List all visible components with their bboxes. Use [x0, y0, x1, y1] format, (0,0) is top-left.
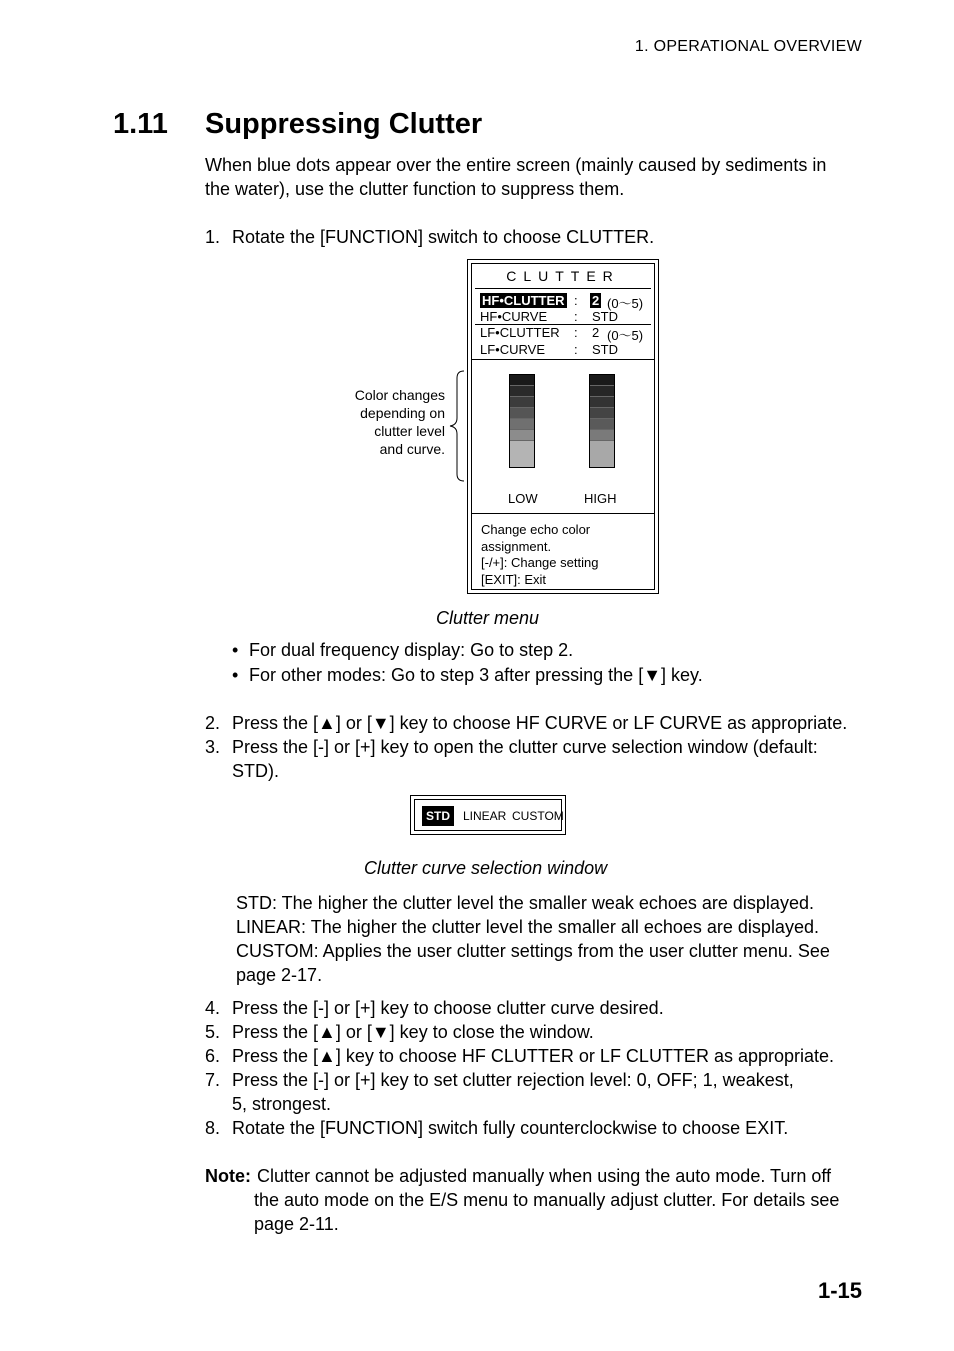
curve-definitions: STD: The higher the clutter level the smaller weak echoes are displayed. LINEAR: The higher the clutter level the smaller all echoes are displayed. CUSTOM: Applies the user clutter settings from the user clutter menu. See page 2-17. [236, 893, 830, 985]
high-color-bar [589, 374, 615, 468]
curve-option-custom: CUSTOM [512, 809, 564, 823]
step-number: 1. [205, 227, 221, 247]
color-annotation: Color changes depending on clutter level and curve. [354, 387, 445, 457]
step-text: Rotate the [FUNCTION] switch to choose CLUTTER. [232, 227, 655, 247]
menu-row-label: HF•CLUTTER [482, 293, 565, 308]
brace-icon [448, 370, 468, 482]
high-label: HIGH [584, 491, 617, 506]
running-header: 1. OPERATIONAL OVERVIEW [634, 38, 862, 55]
clutter-menu-title: CLUTTER [506, 268, 620, 284]
curve-window-caption: Clutter curve selection window [364, 858, 608, 878]
menu-row-label: HF•CURVE [480, 309, 548, 324]
intro-paragraph: When blue dots appear over the entire screen (mainly caused by sediments in the water), use the clutter function to suppress them. [205, 155, 827, 199]
menu-row-hf-clutter: HF•CLUTTER : 2 (0～5) [482, 293, 644, 311]
note-label: Note: [205, 1166, 251, 1186]
section-title: Suppressing Clutter [205, 108, 483, 140]
menu-row-range: (0～5) [607, 296, 644, 311]
curve-selection-window [410, 795, 566, 835]
menu-row-label: LF•CLUTTER [480, 325, 560, 340]
menu-row-label: LF•CURVE [480, 342, 545, 357]
clutter-menu [467, 259, 659, 594]
menu-row-value: STD [592, 309, 618, 324]
page-number: 1-15 [817, 1278, 862, 1303]
menu-row-hf-curve: HF•CURVE : STD [480, 309, 618, 324]
menu-row-lf-clutter: LF•CLUTTER : 2 (0～5) [480, 325, 644, 343]
menu-row-value: 2 [592, 325, 600, 340]
low-color-bar [509, 374, 535, 468]
menu-row-value: STD [592, 342, 618, 357]
clutter-menu-caption: Clutter menu [436, 608, 540, 628]
curve-option-std: STD [422, 806, 454, 826]
curve-option-linear: LINEAR [463, 809, 507, 823]
section-number: 1.11 [113, 108, 168, 140]
menu-row-range: (0～5) [607, 328, 644, 343]
menu-row-value: 2 [592, 293, 600, 308]
menu-help-text: Change echo color assignment. [-/+]: Change setting [EXIT]: Exit [481, 522, 599, 587]
menu-row-lf-curve: LF•CURVE : STD [480, 342, 618, 357]
low-label: LOW [508, 491, 538, 506]
